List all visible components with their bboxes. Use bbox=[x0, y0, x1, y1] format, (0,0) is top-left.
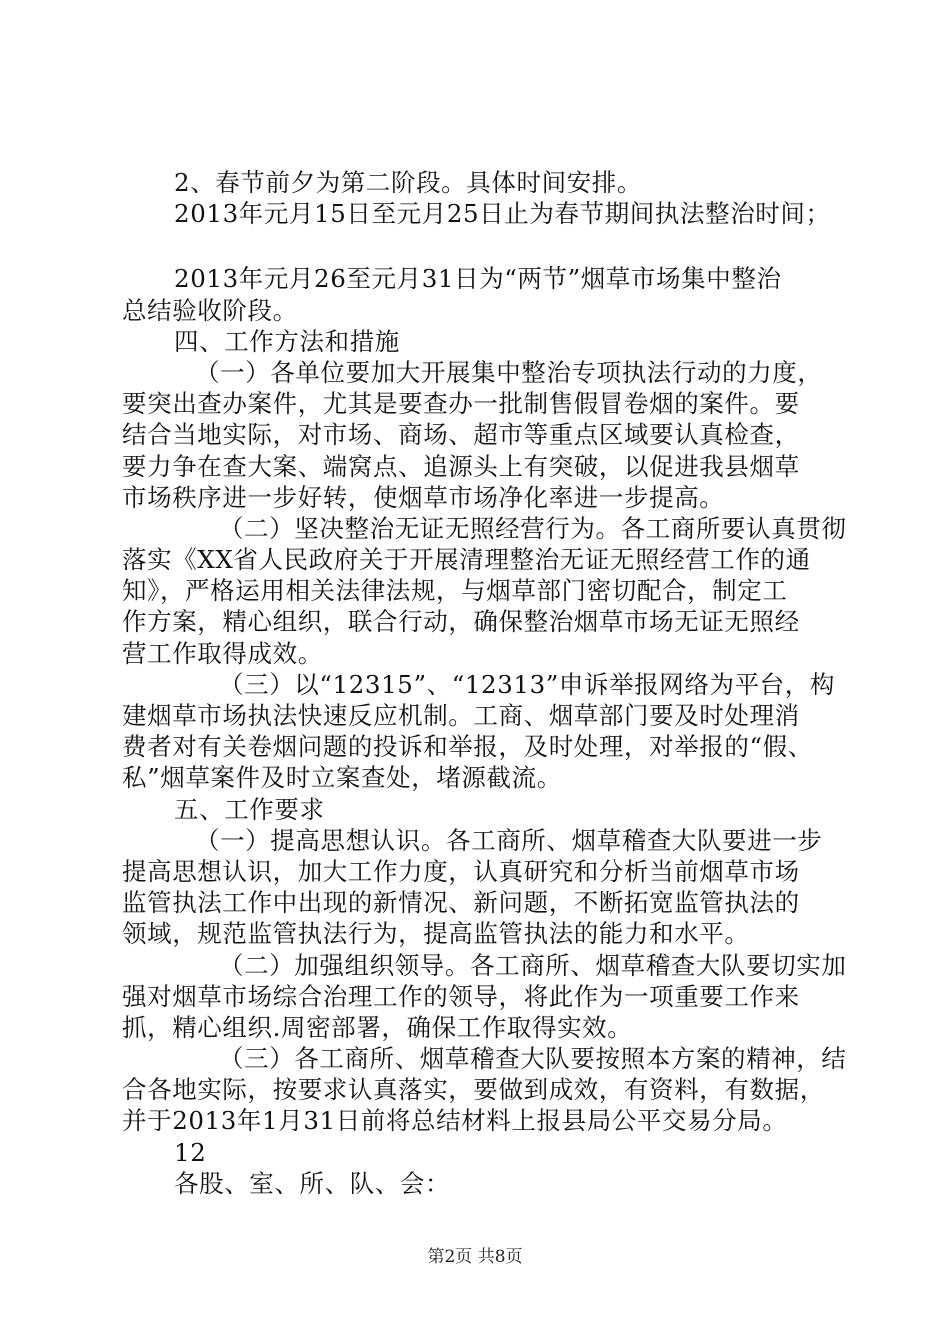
paragraph-line: （二）坚决整治无证无照经营行为。各工商所要认真贯彻 bbox=[219, 513, 847, 543]
paragraph-gap bbox=[174, 229, 854, 263]
paragraph-line: 建烟草市场执法快速反应机制。工商、烟草部门要及时处理消 bbox=[122, 701, 800, 730]
paragraph-line: 市场秩序进一步好转，使烟草市场净化率进一步提高。 bbox=[122, 482, 725, 512]
paragraph-line: （三）各工商所、烟草稽查大队要按照本方案的精神，结 bbox=[219, 1044, 847, 1074]
paragraph-line: 2、春节前夕为第二阶段。具体时间安排。 bbox=[174, 168, 642, 197]
paragraph-line: 总结验收阶段。 bbox=[122, 295, 298, 325]
paragraph-line: （二）加强组织领导。各工商所、烟草稽查大队要切实加 bbox=[219, 950, 847, 980]
paragraph-line: 抓，精心组织.周密部署，确保工作取得实效。 bbox=[122, 1012, 633, 1042]
paragraph-line: 落实《XX省人民政府关于开展清理整治无证无照经营工作的通 bbox=[122, 545, 811, 575]
paragraph-line: 作方案，精心组织，联合行动，确保整治烟草市场无证无照经 bbox=[122, 607, 800, 637]
paragraph-line: 知》，严格运用相关法律法规，与烟草部门密切配合，制定工 bbox=[122, 576, 788, 606]
paragraph-line: 监管执法工作中出现的新情况、新问题，不断拓宽监管执法的 bbox=[122, 888, 800, 918]
paragraph-line: 要力争在查大案、端窝点、追源头上有突破，以促进我县烟草 bbox=[122, 451, 800, 481]
paragraph-line: 提高思想认识，加大工作力度，认真研究和分析当前烟草市场 bbox=[122, 856, 800, 886]
paragraph-line: （一）各单位要加大开展集中整治专项执法行动的力度， bbox=[195, 357, 823, 387]
paragraph-line: 合各地实际，按要求认真落实，要做到成效，有资料，有数据， bbox=[122, 1075, 825, 1105]
paragraph-line: （一）提高思想认识。各工商所、烟草稽查大队要进一步 bbox=[195, 825, 823, 855]
paragraph-line: 要突出查办案件，尤其是要查办一批制售假冒卷烟的案件。要 bbox=[122, 389, 800, 419]
paragraph-line: （三）以“12315”、“12313”申诉举报网络为平台，构 bbox=[219, 669, 835, 699]
paragraph-line: 结合当地实际，对市场、商场、超市等重点区域要认真检查， bbox=[122, 420, 800, 450]
paragraph-line: 营工作取得成效。 bbox=[122, 638, 323, 668]
paragraph-line: 费者对有关卷烟问题的投诉和举报，及时处理，对举报的“假、 bbox=[122, 732, 813, 762]
paragraph-line: 私”烟草案件及时立案查处，堵源截流。 bbox=[122, 763, 562, 793]
section-heading: 四、工作方法和措施 bbox=[174, 326, 400, 356]
page-number-footer: 第2页 共8页 bbox=[427, 1247, 523, 1267]
paragraph-line: 强对烟草市场综合治理工作的领导，将此作为一项重要工作来 bbox=[122, 981, 800, 1011]
paragraph-line: 2013年元月26至元月31日为“两节”烟草市场集中整治 bbox=[174, 264, 782, 294]
paragraph-line: 各股、室、所、队、会： bbox=[174, 1168, 451, 1198]
paragraph-line: 2013年元月15日至元月25日止为春节期间执法整治时间； bbox=[174, 199, 831, 229]
paragraph-line: 并于2013年1月31日前将总结材料上报县局公平交易分局。 bbox=[122, 1106, 788, 1136]
paragraph-line: 12 bbox=[174, 1137, 207, 1167]
document-body bbox=[122, 167, 854, 1199]
paragraph-line: 领域，规范监管执法行为，提高监管执法的能力和水平。 bbox=[122, 919, 750, 949]
section-heading: 五、工作要求 bbox=[174, 794, 325, 824]
